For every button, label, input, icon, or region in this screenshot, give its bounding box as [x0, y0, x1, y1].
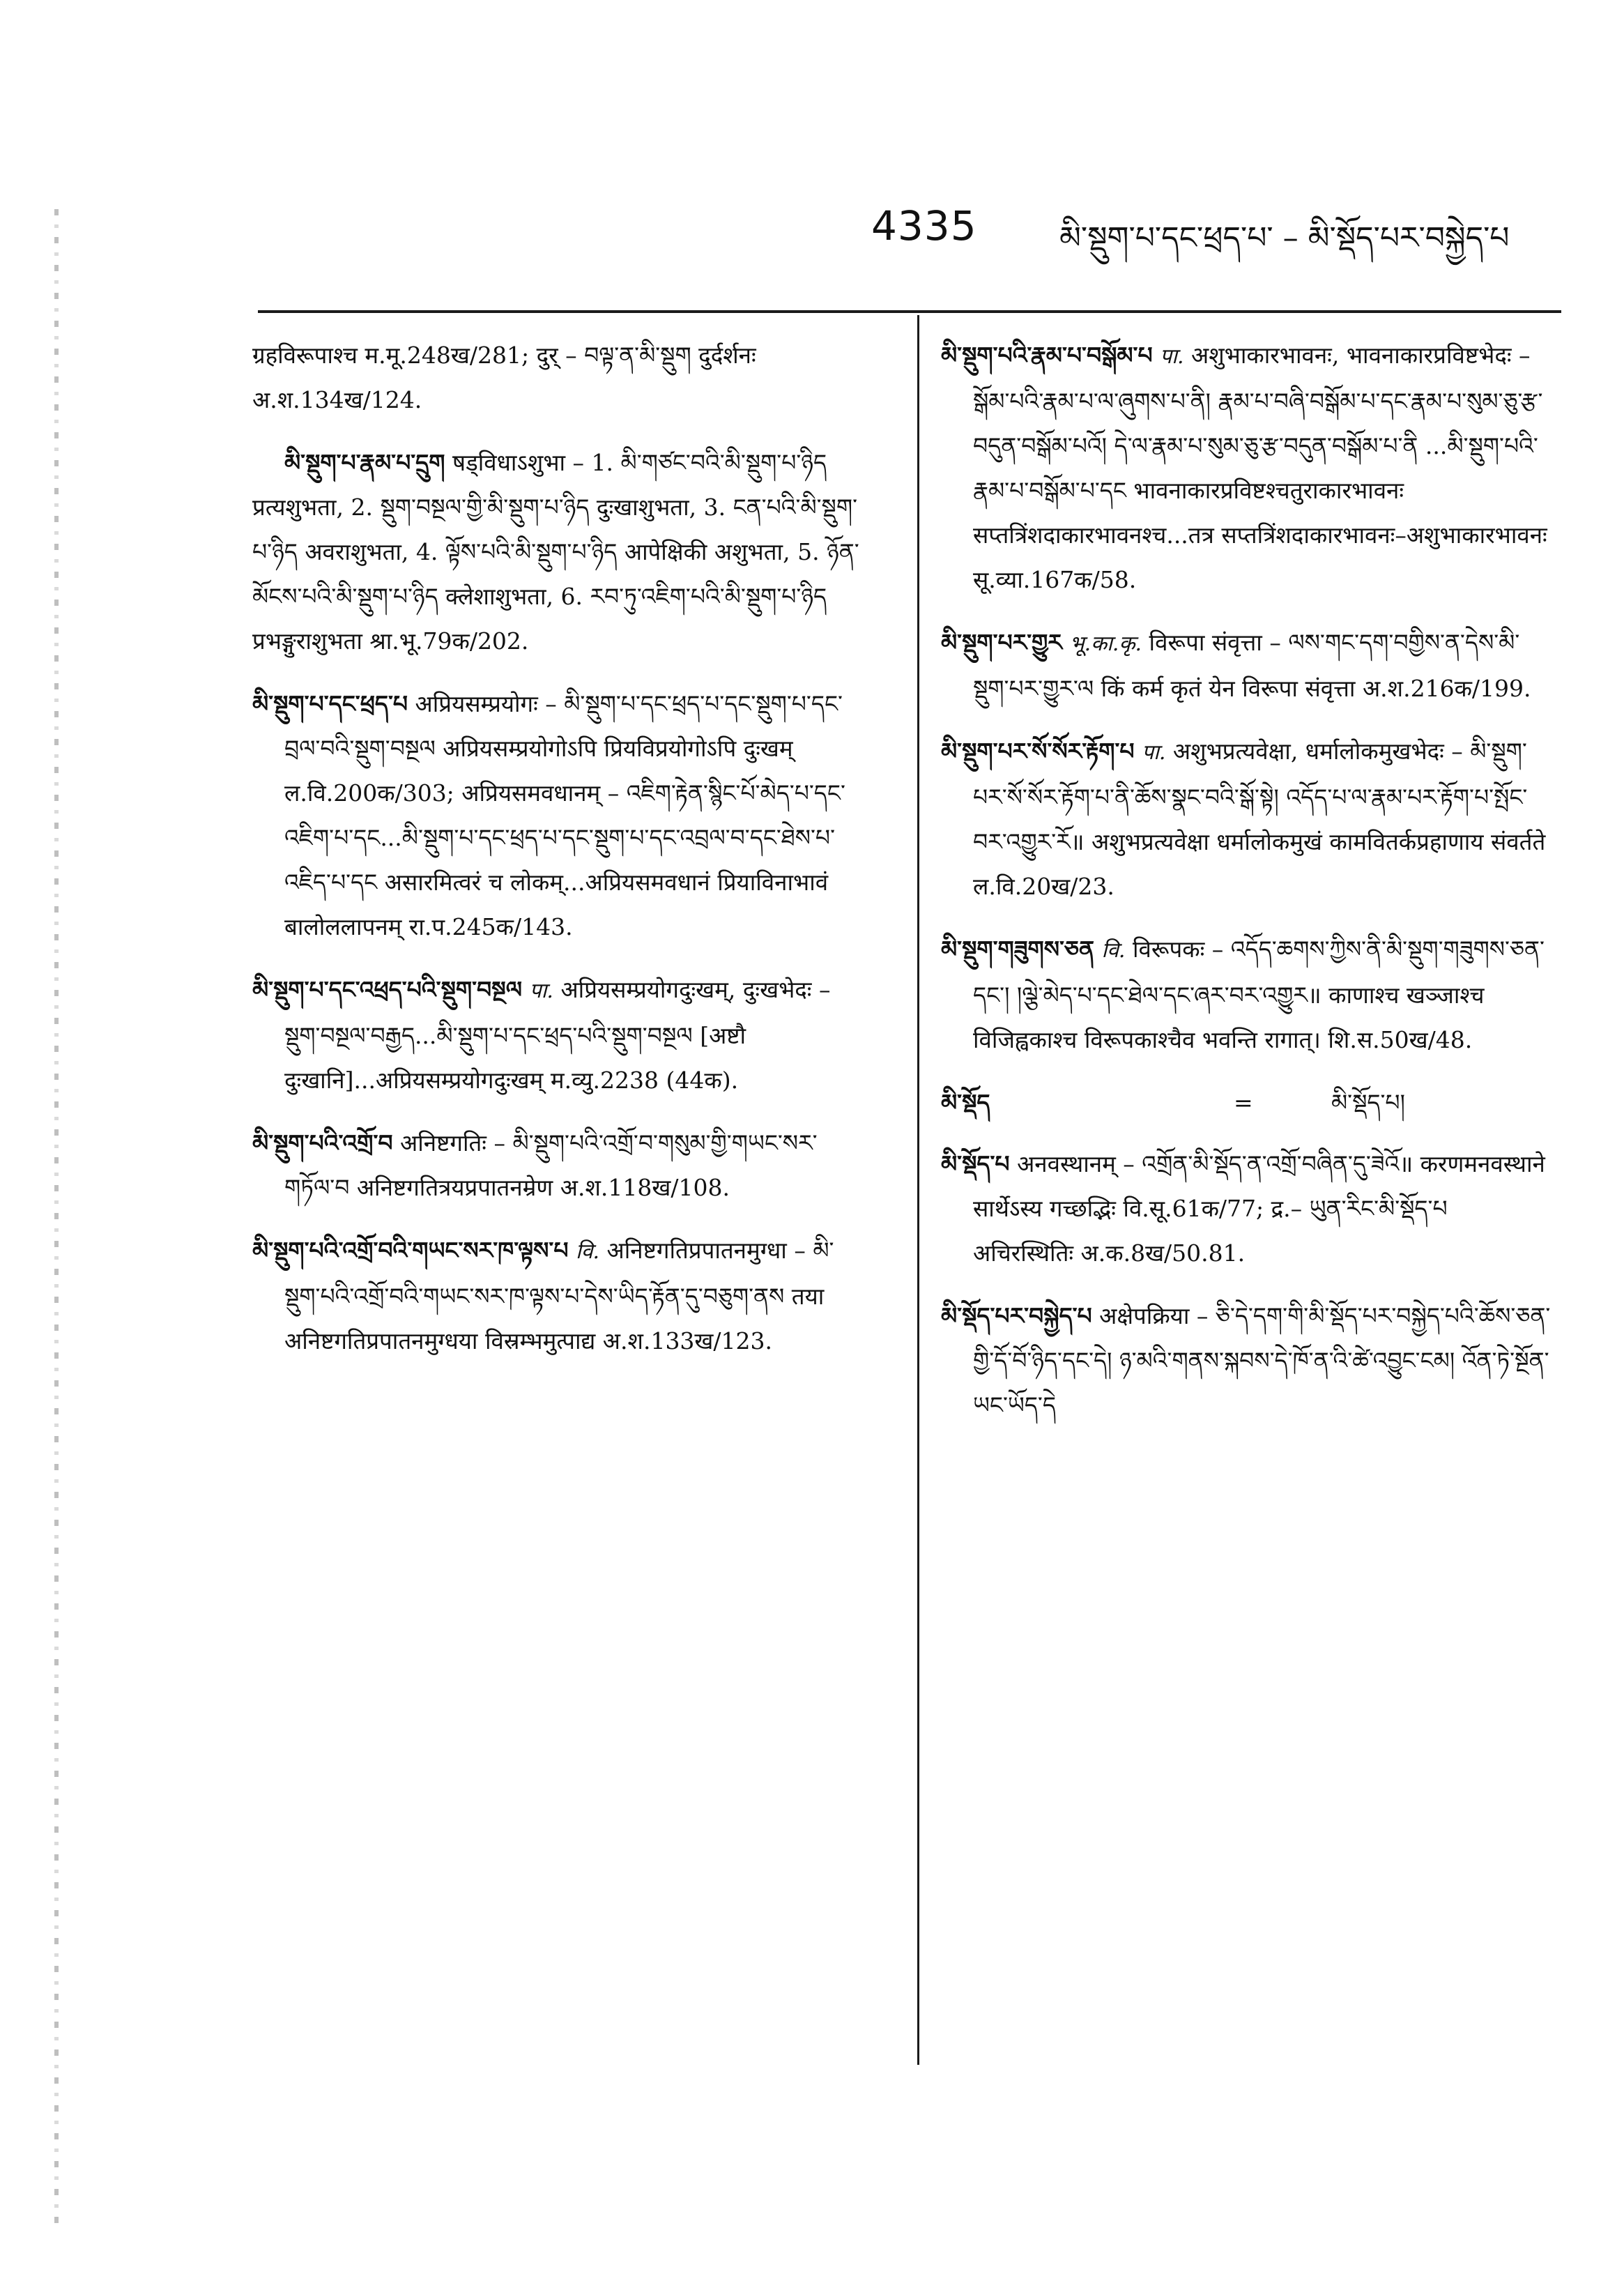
entry-headword: མི་སྡུག་པར་གྱུར [941, 629, 1062, 656]
entry-text: विरूपा संवृत्ता – ལས་གང་དག་བགྱིས་ན་དེས་མི་སྡུག་པར་གྱུར་ལ किं कर्म कृतं येन विरूपा संवृत्ता अ.श.216क/199. [973, 629, 1531, 702]
dictionary-entry [941, 729, 1554, 909]
entry-text: अशुभप्रत्यवेक्षा, धर्मालोकमुखभेदः – མི་སྡུག་པར་སོ་སོར་རྟོག་པ་ནི་ཆོས་སྣང་བའི་སྒོ་སྟེ། འདོད་པ་ལ་རྣམ་པར་རྟོག་པ་སྤོང་བར་འགྱུར་རོ॥ अशुभप्रत्यवेक्षा धर्मालोकमुखं कामवितर्कप्रहाणाय संवर्तते ल.वि.20ख/23. [973, 738, 1546, 900]
grammar-tag: वि. [576, 1239, 600, 1264]
dictionary-entry [252, 333, 866, 422]
header-rule [258, 310, 1561, 313]
dictionary-entry [252, 1228, 866, 1364]
entry-headword: མི་སྡུག་པ་དང་ཕྲད་པ [252, 690, 408, 717]
entry-headword: མི་སྡུག་པའི་རྣམ་པ་བསྒོམ་པ [941, 342, 1153, 369]
dictionary-entry [252, 441, 866, 664]
dictionary-entry [941, 927, 1554, 1062]
cross-reference-entry [941, 1081, 1554, 1127]
dictionary-entry [941, 1142, 1554, 1276]
entry-text: अनिष्टगतिः – མི་སྡུག་པའི་འགྲོ་བ་གསུམ་གྱི་གཡང་སར་གཏོལ་བ अनिष्टगतित्रयप्रपातनम्रेण अ.श.118ख/108. [284, 1129, 818, 1201]
equals-sign: = [1234, 1089, 1253, 1116]
entry-headword: མི་སྡུག་པའི་འགྲོ་བའི་གཡང་སར་ཁ་ལྟས་པ [252, 1237, 569, 1264]
entry-text: ग्रहविरूपाश्च म.मू.248ख/281; दुर् – བལྟ་ན་མི་སྡུག दुर्दर्शनः अ.श.134ख/124. [252, 342, 756, 413]
dictionary-entry [252, 682, 866, 949]
entry-text: अनिष्टगतिप्रपातनमुग्धा – མི་སྡུག་པའི་འགྲོ་བའི་གཡང་སར་ཁ་ལྟས་པ་དེས་ཡིད་རྟོན་དུ་བཅུག་ནས तया अनिष्टगतिप्रपातनमुग्धया विस्रम्भमुत्पाद्य अ.श.133ख/123. [284, 1237, 834, 1354]
grammar-tag: पा. [1142, 740, 1166, 765]
entry-text: विरूपकः – འདོད་ཆགས་ཀྱིས་ནི་མི་སྡུག་གཟུགས་ཅན་དང་། །ལྕེ་མེད་པ་དང་ཐེལ་དང་ཞར་བར་འགྱུར॥ काणाश्च खञ्जाश्च विजिह्वकाश्च विरूपकाश्चैव भवन्ति रागात्। शि.स.50ख/48. [973, 936, 1545, 1053]
grammar-tag: भू.का.कृ. [1069, 632, 1142, 656]
entry-headword: མི་སྡོད་པ [941, 1150, 1010, 1177]
entry-headword: མི་སྡུག་གཟུགས་ཅན [941, 936, 1094, 963]
grammar-tag: पा. [529, 979, 553, 1003]
dictionary-entry [252, 968, 866, 1103]
entry-text: अप्रियसम्प्रयोगः – མི་སྡུག་པ་དང་ཕྲད་པ་དང་སྡུག་པ་དང་བྲལ་བའི་སྡུག་བསྔལ अप्रियसम्प्रयोगोऽपि प्रियविप्रयोगोऽपि दुःखम् ल.वि.200क/303; अप्रियसमवधानम् – འཇིག་རྟེན་སྙིང་པོ་མེད་པ་དང་འཇིག་པ་དང...མི་སྡུག་པ་དང་ཕྲད་པ་དང་སྡུག་པ་དང་འབྲལ་བ་དང་ཐེས་པ་འཇིད་པ་དང असारमित्वरं च लोकम्...अप्रियसमवधानं प्रियाविनाभावं बालोललापनम् रा.प.245क/143. [284, 690, 845, 940]
entry-headword: མི་སྡོད [941, 1089, 990, 1116]
grammar-tag: पा. [1160, 344, 1184, 369]
dictionary-entry [941, 620, 1554, 711]
grammar-tag: वि. [1101, 938, 1126, 963]
cross-reference-target: མི་སྡོད་པ། [1331, 1089, 1405, 1116]
entry-headword: མི་སྡུག་པའི་འགྲོ་བ [252, 1129, 393, 1157]
running-head: མི་སྡུག་པ་དང་ཕྲད་པ་ – མི་སྡོད་པར་བསྐྱེད་པ [1059, 220, 1510, 256]
left-column [252, 333, 866, 1382]
dictionary-entry [252, 1121, 866, 1210]
entry-headword: མི་སྡོད་པར་བསྐྱེད་པ [941, 1302, 1092, 1329]
entry-text: अप्रियसम्प्रयोगदुःखम्, दुःखभेदः – སྡུག་བསྔལ་བརྒྱད...མི་སྡུག་པ་དང་ཕྲད་པའི་སྡུག་བསྔལ [अष्टौ दुःखानि]...अप्रियसम्प्रयोगदुःखम् म.व्यु.2238 (44क). [284, 976, 831, 1094]
entry-text: षड्विधाऽशुभा – 1. མི་གཙང་བའི་མི་སྡུག་པ་ཉིད प्रत्यशुभता, 2. སྡུག་བསྔལ་གྱི་མི་སྡུག་པ་ཉིད दुःखाशुभता, 3. ངན་པའི་མི་སྡུག་པ་ཉིད अवराशुभता, 4. ལྟོས་པའི་མི་སྡུག་པ་ཉིད आपेक्षिकी अशुभता, 5. ཉོན་མོངས་པའི་མི་སྡུག་པ་ཉིད क्लेशाशुभता, 6. རབ་ཏུ་འཇིག་པའི་མི་སྡུག་པ་ཉིད प्रभङ्गुराशुभता श्रा.भू.79क/202. [252, 449, 859, 655]
entry-headword: མི་སྡུག་པ་རྣམ་པ་དྲུག [284, 449, 445, 476]
entry-text: अशुभाकारभावनः, भावनाकारप्रविष्टभेदः – སྒོམ་པའི་རྣམ་པ་ལ་ཞུགས་པ་ནི། རྣམ་པ་བཞི་བསྒོམ་པ་དང་རྣམ་པ་སུམ་ཅུ་རྩ་བདུན་བསྒོམ་པའོ། དེ་ལ་རྣམ་པ་སུམ་ཅུ་རྩ་བདུན་བསྒོམ་པ་ནི ...མི་སྡུག་པའི་རྣམ་པ་བསྒོམ་པ་དང भावनाकारप्रविष्टश्चतुराकारभावनः सप्तत्रिंशदाकारभावनश्च...तत्र सप्तत्रिंशदाकारभावनः–अशुभाकारभावनः सू.व्या.167क/58. [973, 342, 1547, 593]
entry-headword: མི་སྡུག་པར་སོ་སོར་རྟོག་པ [941, 738, 1135, 765]
dictionary-entry [941, 333, 1554, 602]
entry-headword: མི་སྡུག་པ་དང་འཕྲད་པའི་སྡུག་བསྔལ [252, 976, 523, 1003]
scan-edge-artifact [54, 209, 59, 2231]
column-divider [917, 315, 919, 2065]
dictionary-entry [941, 1294, 1554, 1428]
page-number: 4335 [871, 202, 977, 250]
entry-text: अनवस्थानम् – འགྲོན་མི་སྡོད་ན་འགྲོ་བཞིན་དུ་ཟེའོ॥ करणमनवस्थाने सार्थेऽस्य गच्छद्भिः वि.सू.61क/77; द्र.– ཡུན་རིང་མི་སྡོད་པ अचिरस्थितिः अ.क.8ख/50.81. [973, 1150, 1545, 1267]
entry-text: अक्षेपक्रिया – ཅི་དེ་དག་གི་མི་སྡོད་པར་བསྐྱེད་པའི་ཆོས་ཅན་གྱི་དོ་བོ་ཉིད་དང་དེ། ཉ་མའི་གནས་སྐབས་དེ་ཁོ་ན་འི་ཚེ་འབྱུང་ངམ། འོན་ཏེ་སྔོན་ཡང་ཡོད་དེ [973, 1302, 1551, 1419]
right-column [941, 333, 1554, 1446]
